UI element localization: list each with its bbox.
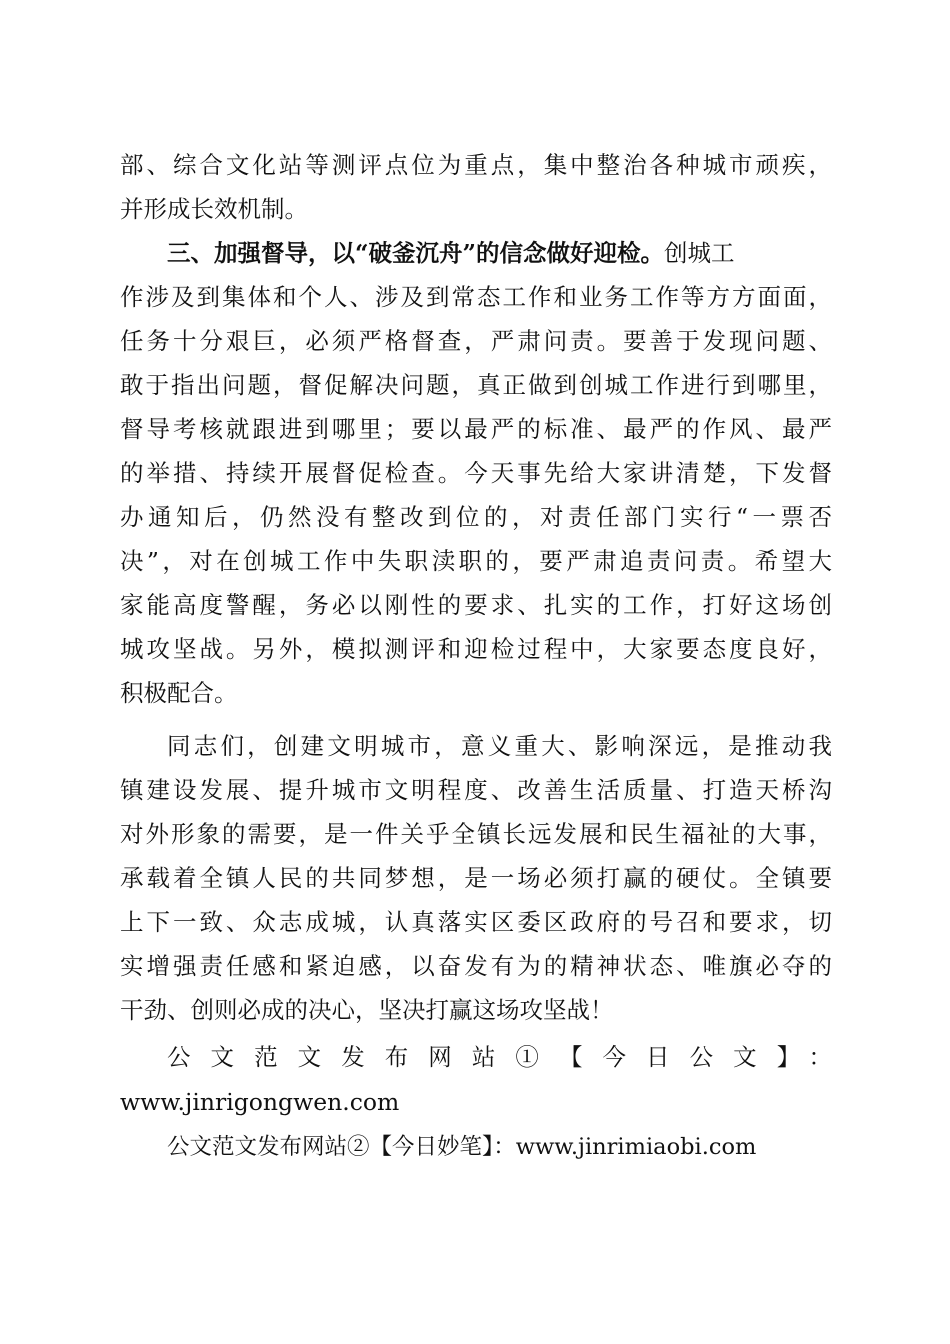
website-url-1: www.jinrigongwen.com (120, 1088, 400, 1116)
text-fragment: 创城工 (664, 239, 735, 267)
website-line-2: 公文范文发布网站②【今日妙笔】：www.jinrimiaobi.com (167, 1134, 757, 1160)
website-line-1: 公文范文发布网站①【今日公文】： (167, 1043, 832, 1071)
text-line: 承载着全镇人民的共同梦想，是一场必须打赢的硬仗。全镇要 (120, 864, 832, 892)
text-line: 实增强责任感和紧迫感，以奋发有为的精神状态、唯旗必夺的 (120, 952, 832, 980)
text-line: 任务十分艰巨，必须严格督查，严肃问责。要善于发现问题、 (120, 327, 832, 355)
text-line: 镇建设发展、提升城市文明程度、改善生活质量、打造天桥沟 (120, 776, 832, 804)
section-heading-line (167, 231, 832, 275)
text-line: 的举措、持续开展督促检查。今天事先给大家讲清楚，下发督 (120, 459, 832, 487)
text-line: 家能高度警醒，务必以刚性的要求、扎实的工作，打好这场创 (120, 591, 832, 619)
text-line: 作涉及到集体和个人、涉及到常态工作和业务工作等方方面面， (120, 283, 832, 311)
text-line: 部、综合文化站等测评点位为重点，集中整治各种城市顽疾， (120, 151, 832, 179)
text-line: 办通知后，仍然没有整改到位的，对责任部门实行“一票否 (120, 503, 832, 531)
text-line: 对外形象的需要，是一件关乎全镇长远发展和民生福祉的大事， (120, 820, 832, 848)
text-line: 同志们，创建文明城市，意义重大、影响深远，是推动我 (167, 732, 832, 760)
text-line: 并形成长效机制。 (120, 195, 308, 223)
section-heading: 三、加强督导，以“破釜沉舟”的信念做好迎检。 (167, 239, 665, 267)
text-line: 干劲、创则必成的决心，坚决打赢这场攻坚战！ (120, 996, 614, 1024)
text-line: 上下一致、众志成城，认真落实区委区政府的号召和要求，切 (120, 908, 832, 936)
text-line: 敢于指出问题，督促解决问题，真正做到创城工作进行到哪里， (120, 371, 832, 399)
text-line: 决”，对在创城工作中失职渎职的，要严肃追责问责。希望大 (120, 547, 832, 575)
text-line: 城攻坚战。另外，模拟测评和迎检过程中，大家要态度良好， (120, 635, 832, 663)
text-line: 积极配合。 (120, 679, 238, 707)
text-line: 督导考核就跟进到哪里；要以最严的标准、最严的作风、最严 (120, 415, 832, 443)
